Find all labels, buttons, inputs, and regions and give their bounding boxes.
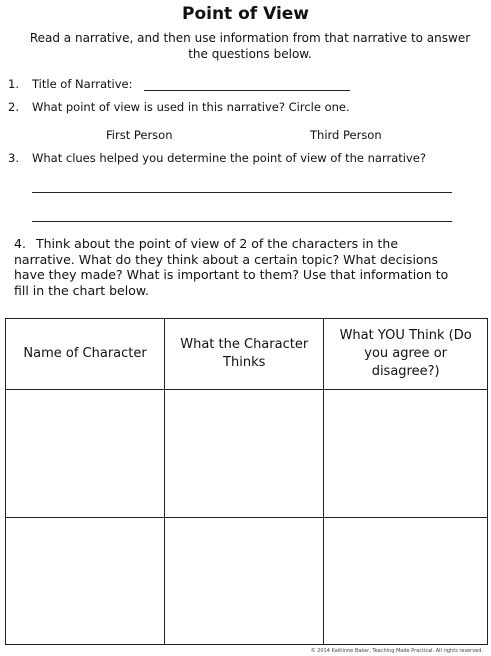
cell-character-1-you-think[interactable] xyxy=(324,390,488,518)
copyright-footer: © 2014 Kaitlinne Baker, Teaching Made Practical. All rights reserved. xyxy=(310,648,483,654)
question-3 xyxy=(8,150,426,166)
header-name-of-character: Name of Character xyxy=(6,319,165,390)
question-text: Title of Narrative: xyxy=(32,77,133,91)
clues-answer-line-2[interactable] xyxy=(32,221,452,222)
cell-character-1-name[interactable] xyxy=(6,390,165,518)
character-chart xyxy=(5,318,488,645)
clues-answer-line-1[interactable] xyxy=(32,192,452,193)
question-4 xyxy=(14,236,454,298)
question-text: What clues helped you determine the point of view of the narrative? xyxy=(32,151,426,165)
title-answer-line[interactable] xyxy=(144,90,350,91)
question-2 xyxy=(8,99,350,115)
header-you-think: What YOU Think (Do you agree or disagree?) xyxy=(324,319,488,390)
cell-character-1-thinks[interactable] xyxy=(165,390,324,518)
option-first-person[interactable]: First Person xyxy=(106,128,173,142)
header-character-thinks: What the Character Thinks xyxy=(165,319,324,390)
table-row xyxy=(6,390,488,518)
question-number: 3. xyxy=(8,151,19,165)
question-number: 1. xyxy=(8,77,19,91)
chart-header-row xyxy=(6,319,488,390)
question-number: 2. xyxy=(8,100,19,114)
cell-character-2-thinks[interactable] xyxy=(165,517,324,645)
table-row xyxy=(6,517,488,645)
page-title: Point of View xyxy=(181,4,310,24)
cell-character-2-name[interactable] xyxy=(6,517,165,645)
question-text: Think about the point of view of 2 of the characters in the narrative. What do they think about a certain topic? What decisions have they made? What is important to them? Use that information to fill in the chart below. xyxy=(14,236,449,298)
cell-character-2-you-think[interactable] xyxy=(324,517,488,645)
instructions: Read a narrative, and then use information from that narrative to answer the questions below. xyxy=(29,31,471,61)
question-1 xyxy=(8,76,132,92)
option-third-person[interactable]: Third Person xyxy=(310,128,382,142)
question-number: 4. xyxy=(14,236,26,251)
question-text: What point of view is used in this narrative? Circle one. xyxy=(32,100,350,114)
